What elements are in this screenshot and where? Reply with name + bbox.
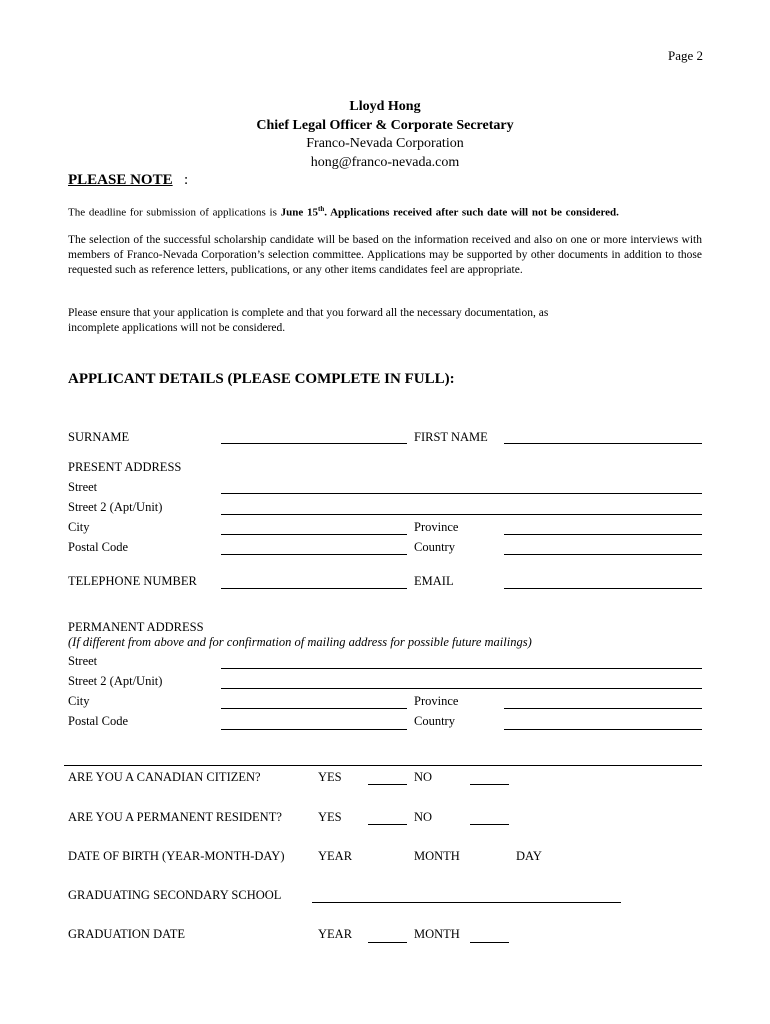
- citizen-yes-label: YES: [318, 770, 342, 784]
- contact-name: Lloyd Hong: [349, 99, 421, 114]
- permanent-address-note: (If different from above and for confirmation of mailing address for possible future mailings): [68, 635, 532, 649]
- citizen-no-field[interactable]: [470, 784, 509, 785]
- present-postal-label: Postal Code: [68, 540, 129, 554]
- resident-no-field[interactable]: [470, 824, 509, 825]
- dob-label: DATE OF BIRTH (YEAR-MONTH-DAY): [68, 849, 285, 863]
- permanent-postal-field[interactable]: [221, 729, 407, 730]
- page-number: Page 2: [667, 48, 703, 63]
- present-address-label: PRESENT ADDRESS: [68, 460, 182, 474]
- present-street2-label: Street 2 (Apt/Unit): [68, 500, 163, 514]
- telephone-field[interactable]: [221, 588, 407, 589]
- present-province-field[interactable]: [504, 534, 702, 535]
- contact-email: hong@franco-nevada.com: [310, 155, 460, 170]
- permanent-street2-field[interactable]: [221, 688, 702, 689]
- present-province-label: Province: [414, 520, 459, 534]
- permanent-city-label: City: [68, 694, 90, 708]
- permanent-province-label: Province: [414, 694, 459, 708]
- permanent-province-field[interactable]: [504, 708, 702, 709]
- permanent-postal-label: Postal Code: [68, 714, 129, 728]
- ensure-line-2: incomplete applications will not be considered.: [68, 322, 286, 334]
- applicant-section-title: APPLICANT DETAILS (PLEASE COMPLETE IN FULL):: [68, 371, 455, 387]
- deadline-date: June 15: [280, 206, 318, 219]
- first-name-label: FIRST NAME: [414, 430, 488, 444]
- selection-paragraph: The selection of the successful scholarship candidate will be based on the information received and also on one or more interviews with members of Franco-Nevada Corporation’s selection committee. Applications may be supported by other documents in addition to those requested such as reference letters, publications, or any other items candidates feel are appropriate.: [68, 234, 702, 276]
- dob-month-label: MONTH: [414, 849, 460, 863]
- dob-year-label: YEAR: [318, 849, 353, 863]
- present-street-label: Street: [68, 480, 98, 494]
- present-city-label: City: [68, 520, 90, 534]
- graduation-year-field[interactable]: [368, 942, 407, 943]
- present-country-field[interactable]: [504, 554, 702, 555]
- present-street2-field[interactable]: [221, 514, 702, 515]
- deadline-superscript: th: [317, 205, 325, 213]
- permanent-street-label: Street: [68, 654, 98, 668]
- permanent-city-field[interactable]: [221, 708, 407, 709]
- present-city-field[interactable]: [221, 534, 407, 535]
- permanent-country-field[interactable]: [504, 729, 702, 730]
- dob-day-label: DAY: [516, 849, 542, 863]
- citizen-no-label: NO: [414, 770, 433, 784]
- surname-field[interactable]: [221, 443, 407, 444]
- resident-no-label: NO: [414, 810, 433, 824]
- permanent-street2-label: Street 2 (Apt/Unit): [68, 674, 163, 688]
- please-note-colon: :: [184, 172, 189, 188]
- contact-company: Franco-Nevada Corporation: [306, 136, 464, 151]
- present-postal-field[interactable]: [221, 554, 407, 555]
- ensure-line-1: Please ensure that your application is complete and that you forward all the necessary documentation, as: [68, 307, 549, 319]
- deadline-suffix: . Applications received after such date will not be considered.: [324, 206, 619, 219]
- deadline-paragraph: [68, 202, 702, 220]
- graduation-year-label: YEAR: [318, 927, 353, 941]
- resident-yes-label: YES: [318, 810, 342, 824]
- citizen-yes-field[interactable]: [368, 784, 407, 785]
- section-divider: [64, 765, 702, 766]
- resident-yes-field[interactable]: [368, 824, 407, 825]
- deadline-prefix: The deadline for submission of applications is: [68, 206, 281, 219]
- school-field[interactable]: [312, 902, 621, 903]
- graduation-date-label: GRADUATION DATE: [68, 927, 186, 941]
- contact-title: Chief Legal Officer & Corporate Secretary: [256, 118, 514, 133]
- email-field[interactable]: [504, 588, 702, 589]
- surname-label: SURNAME: [68, 430, 130, 444]
- graduation-month-field[interactable]: [470, 942, 509, 943]
- school-label: GRADUATING SECONDARY SCHOOL: [68, 888, 282, 902]
- present-country-label: Country: [414, 540, 455, 554]
- telephone-label: TELEPHONE NUMBER: [68, 574, 197, 588]
- present-street-field[interactable]: [221, 493, 702, 494]
- permanent-street-field[interactable]: [221, 668, 702, 669]
- permanent-address-label: PERMANENT ADDRESS: [68, 620, 204, 634]
- please-note-heading: PLEASE NOTE: [68, 172, 173, 188]
- permanent-country-label: Country: [414, 714, 455, 728]
- first-name-field[interactable]: [504, 443, 702, 444]
- email-label: EMAIL: [414, 574, 454, 588]
- resident-question: ARE YOU A PERMANENT RESIDENT?: [68, 810, 282, 824]
- graduation-month-label: MONTH: [414, 927, 460, 941]
- citizen-question: ARE YOU A CANADIAN CITIZEN?: [68, 770, 261, 784]
